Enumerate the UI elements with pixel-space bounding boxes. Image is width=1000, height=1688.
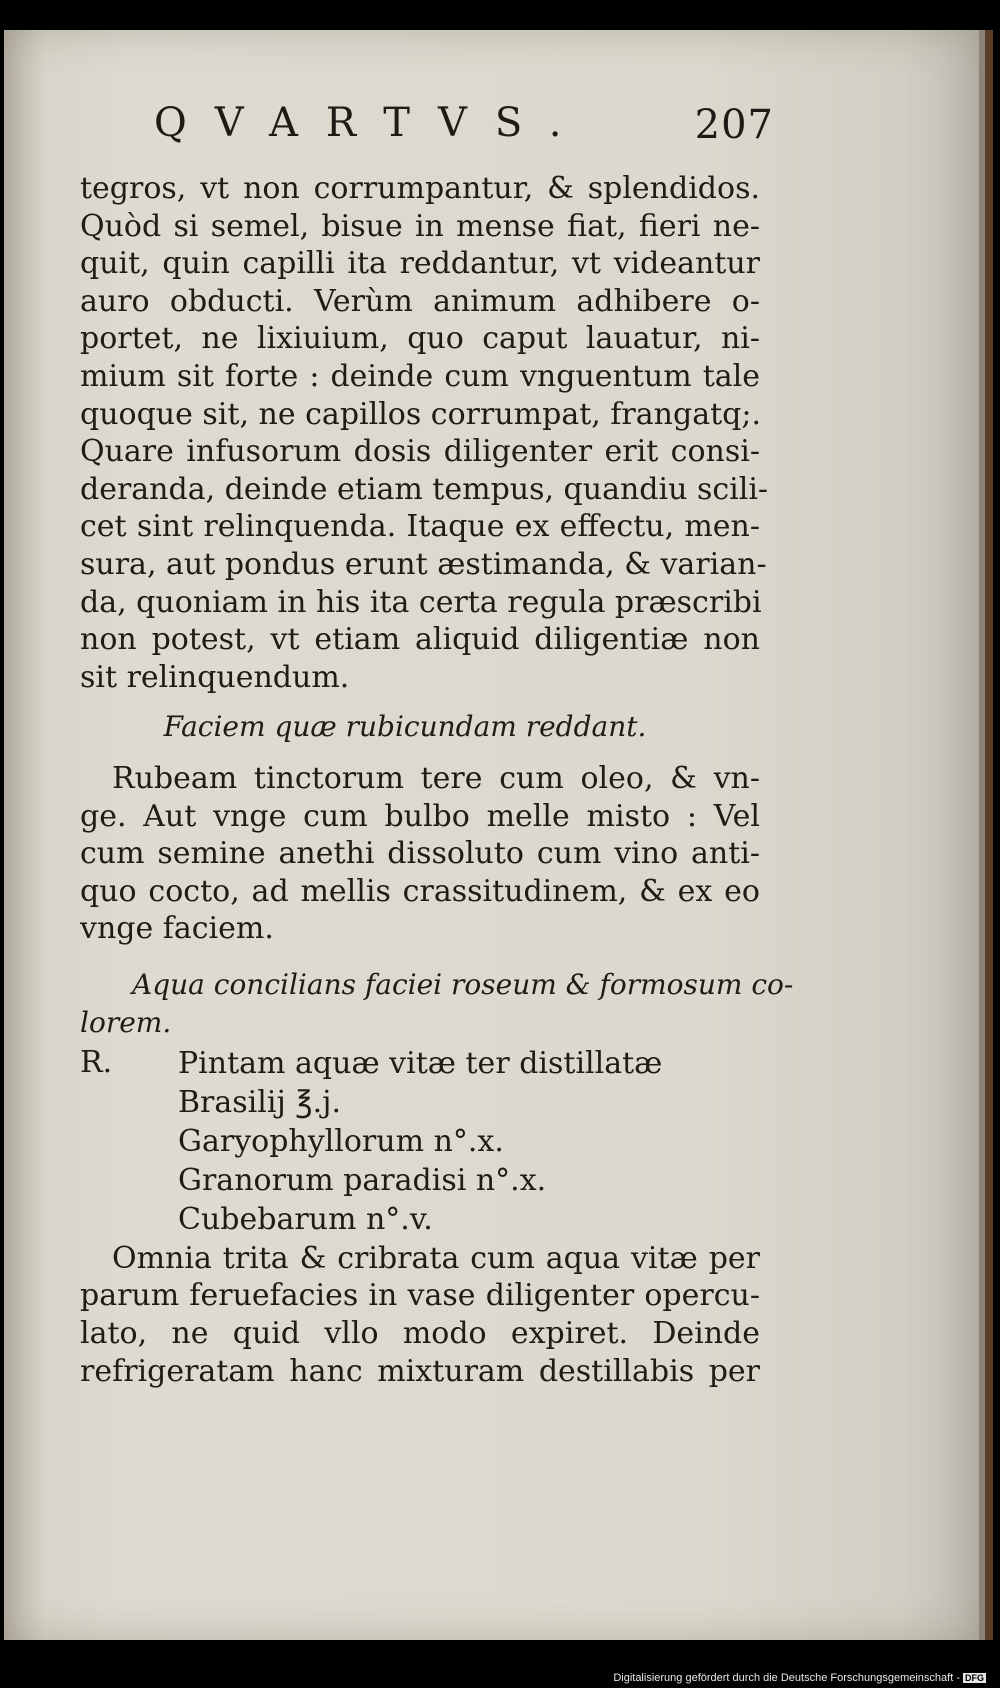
text-line: non potest, vt etiam aliquid diligentiæ non <box>80 622 760 658</box>
text-line: Quare infusorum dosis diligenter erit consi- <box>80 434 760 470</box>
running-title: QVARTVS. <box>154 100 590 146</box>
text-line: mium sit forte : deinde cum vnguentum tale <box>80 358 760 394</box>
recipe-mark: R. <box>80 1044 113 1080</box>
text-line: lato, ne quid vllo modo expiret. Deinde <box>80 1316 760 1352</box>
text-line: vnge faciem. <box>80 911 274 947</box>
text-line: parum feruefacies in vase diligenter opercu- <box>80 1278 760 1314</box>
text-line: quo cocto, ad mellis crassitudinem, & ex eo <box>80 873 760 909</box>
ingredient: Pintam aquæ vitæ ter distillatæ <box>178 1045 663 1081</box>
page-number: 207 <box>694 102 774 148</box>
text-line: sura, aut pondus erunt æstimanda, & varian- <box>80 546 767 582</box>
credit-text: Digitalisierung gefördert durch die Deutsche Forschungsgemeinschaft - <box>613 1672 960 1684</box>
text-line: cum semine anethi dissoluto cum vino anti- <box>80 836 760 872</box>
ingredient: Cubebarum n°.v. <box>178 1201 433 1237</box>
section-heading: Faciem quæ rubicundam reddant. <box>163 710 647 744</box>
ingredient: Garyophyllorum n°.x. <box>178 1123 504 1159</box>
ingredient: Brasilij ℥.j. <box>178 1084 341 1120</box>
page-edge <box>985 30 993 1640</box>
text-line: tegros, vt non corrumpantur, & splendidos. <box>80 171 760 206</box>
text-line: cet sint relinquenda. Itaque ex effectu, men- <box>80 509 760 545</box>
text-line: Quòd si semel, bisue in mense fiat, fieri ne- <box>80 208 760 244</box>
text-line: auro obducti. Verùm animum adhibere o- <box>80 283 760 319</box>
text-line: portet, ne lixiuium, quo caput lauatur, ni- <box>80 321 760 357</box>
ingredient: Granorum paradisi n°.x. <box>178 1162 547 1198</box>
text-line: ge. Aut vnge cum bulbo melle misto : Vel <box>80 798 760 834</box>
ingredient-list <box>178 1044 662 1239</box>
section-heading-continuation: lorem. <box>80 1005 172 1039</box>
text-block <box>80 170 794 1390</box>
text-line: deranda, deinde etiam tempus, quandiu scili- <box>80 471 769 507</box>
text-line: sit relinquendum. <box>80 659 350 695</box>
paragraph-3 <box>80 1240 760 1390</box>
running-head <box>154 90 774 150</box>
paragraph-1 <box>80 170 769 696</box>
paragraph-2 <box>80 760 760 948</box>
text-line: quoque sit, ne capillos corrumpat, frangatq;. <box>80 396 761 432</box>
text-line: refrigeratam hanc mixturam destillabis per <box>80 1353 760 1389</box>
dfg-logo: DFG <box>965 1673 984 1684</box>
text-line: Rubeam tinctorum tere cum oleo, & vn- <box>112 760 760 796</box>
digitization-credit <box>613 1672 986 1684</box>
text-line: Omnia trita & cribrata cum aqua vitæ per <box>112 1240 760 1276</box>
section-heading: Aqua concilians faciei roseum & formosum co- <box>132 967 794 1001</box>
book-page <box>4 30 985 1640</box>
text-line: quit, quin capilli ita reddantur, vt videantur <box>80 246 760 282</box>
text-line: da, quoniam in his ita certa regula præscribi <box>80 584 762 620</box>
recipe <box>80 1044 760 1240</box>
